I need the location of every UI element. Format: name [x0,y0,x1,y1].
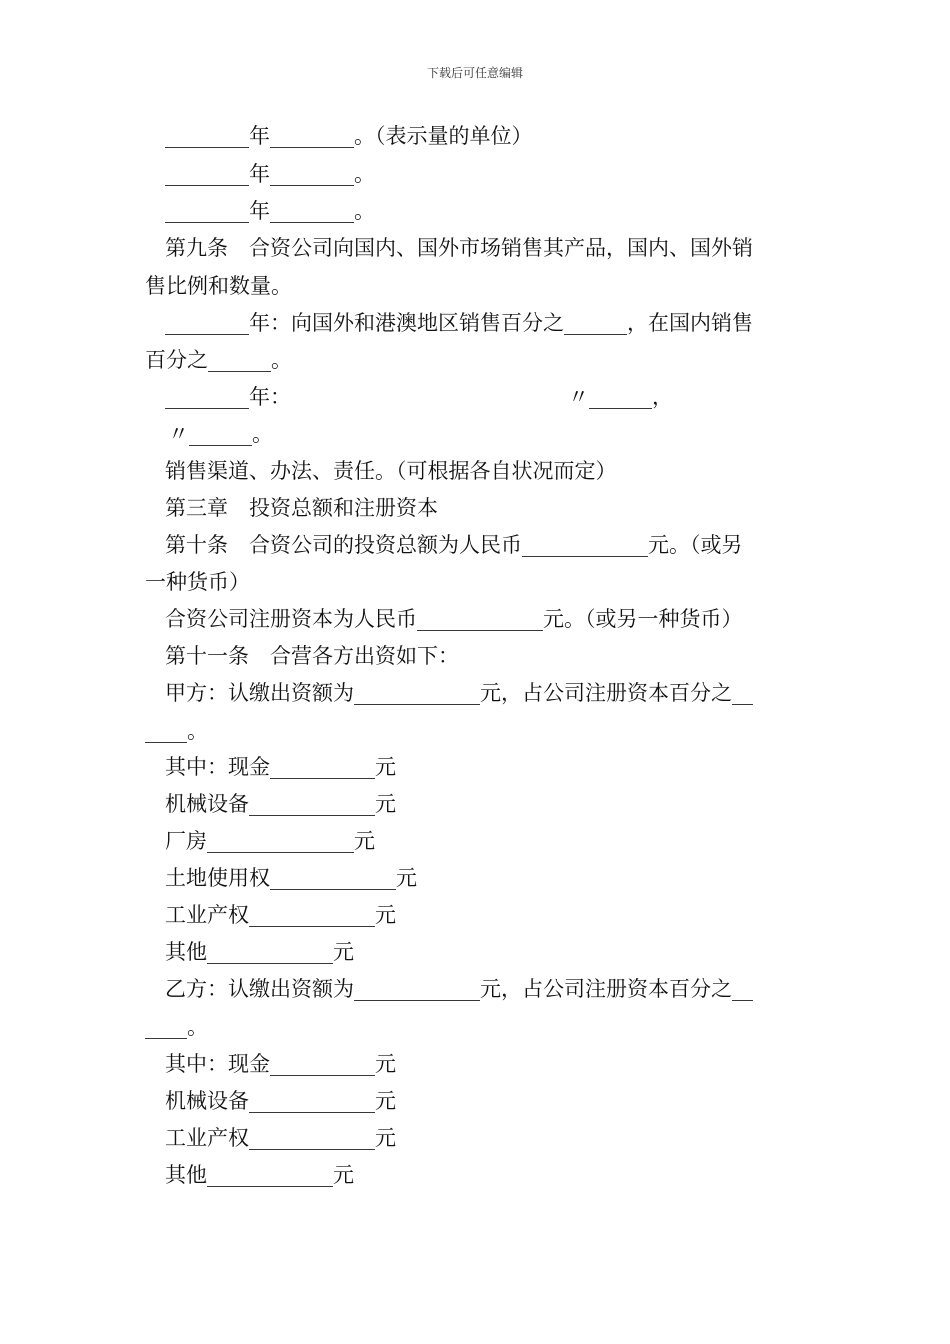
party-a-cash: 其中：现金__________元 [165,755,396,779]
line-3: ________年________。 [165,199,375,223]
party-b-other: 其他____________元 [165,1163,354,1187]
party-b-machinery: 机械设备____________元 [165,1089,396,1113]
ditto-line-2: 〃______。 [168,422,273,446]
party-b-cash: 其中：现金__________元 [165,1052,396,1076]
party-a-land: 土地使用权____________元 [165,866,417,890]
party-a-ip: 工业产权____________元 [165,903,396,927]
party-b-ip: 工业产权____________元 [165,1126,396,1150]
article-10: 第十条 合资公司的投资总额为人民币____________元。（或另 [165,533,743,557]
party-b-line: 乙方：认缴出资额为____________元，占公司注册资本百分之__ [165,977,753,1001]
registered-capital-line: 合资公司注册资本为人民币____________元。（或另一种货币） [165,607,743,631]
page-header-note: 下载后可任意编辑 [426,66,523,80]
sales-ratio-line: ________年：向国外和港澳地区销售百分之______，在国内销售 [165,311,753,335]
line-2: ________年________。 [165,162,375,186]
party-a-other: 其他____________元 [165,940,354,964]
chapter-3-title: 第三章 投资总额和注册资本 [165,496,438,520]
party-a-line: 甲方：认缴出资额为____________元，占公司注册资本百分之__ [165,681,753,705]
sales-ratio-cont: 百分之______。 [145,348,292,372]
article-11: 第十一条 合营各方出资如下： [165,644,459,668]
party-a-cont: ____。 [145,719,208,743]
article-9: 第九条 合资公司向国内、国外市场销售其产品，国内、国外销 [165,236,753,260]
party-a-machinery: 机械设备____________元 [165,792,396,816]
year-line: ________年： [165,385,291,409]
party-b-cont: ____。 [145,1015,208,1039]
party-a-plant: 厂房______________元 [165,829,375,853]
article-9-cont: 售比例和数量。 [145,274,292,298]
ditto-line-1: 〃______， [568,385,673,409]
sales-channel-line: 销售渠道、办法、责任。（可根据各自状况而定） [165,459,617,483]
article-10-cont: 一种货币） [145,570,250,594]
line-1: ________年________。（表示量的单位） [165,124,533,148]
